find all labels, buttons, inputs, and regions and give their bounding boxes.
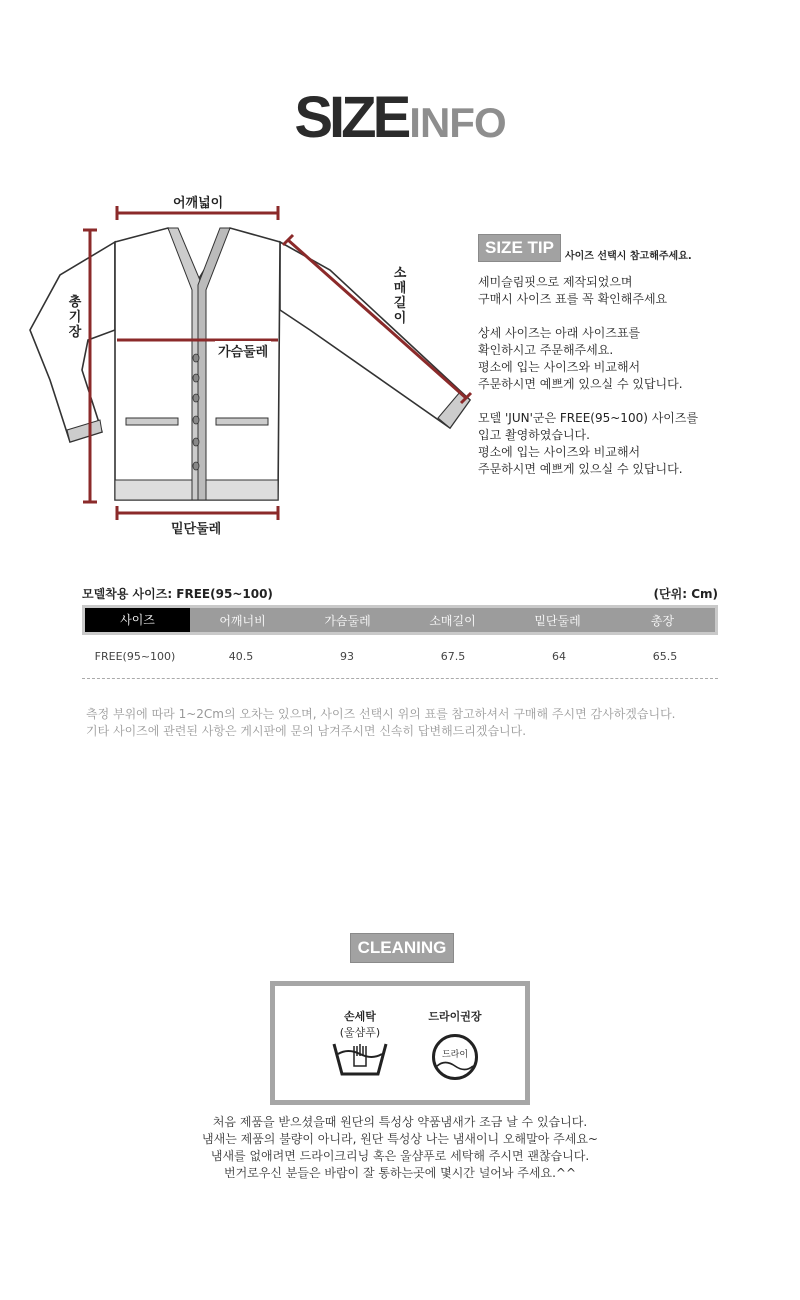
cleaning-line: 번거로우신 분들은 바람이 잘 통하는곳에 몇시간 널어놔 주세요.^^ — [223, 1166, 577, 1180]
dry-clean — [423, 1008, 487, 1080]
dry-clean-label: 드라이권장 — [428, 1010, 482, 1023]
size-tip — [478, 234, 788, 495]
size-table — [82, 585, 718, 679]
table-header — [82, 605, 718, 635]
cleaning-text — [0, 1114, 800, 1182]
cleaning-line: 냄새는 제품의 불량이 아니라, 원단 특성상 나는 냄새이니 오해말아 주세요~ — [202, 1132, 598, 1146]
cleaning-badge: CLEANING — [350, 933, 454, 963]
title-size: SIZE — [294, 85, 408, 150]
hand-wash-sub: (울샴푸) — [339, 1026, 381, 1039]
tip-paragraph: 모델 'JUN'군은 FREE(95~100) 사이즈를 입고 촬영하였습니다. 평소에 입는 사이즈와 비교해서 주문하시면 예쁘게 있으실 수 있답니다. — [478, 411, 699, 476]
table-header-cell: 사이즈 — [85, 608, 190, 632]
cleaning-line: 처음 제품을 받으셨을때 원단의 특성상 약품냄새가 조금 날 수 있습니다. — [212, 1115, 588, 1129]
hand-wash-label: 손세탁 — [344, 1010, 376, 1023]
table-header-cell: 어깨너비 — [219, 613, 266, 628]
model-size-caption: 모델착용 사이즈: FREE(95~100) — [82, 587, 273, 601]
hand-wash-icon — [330, 1038, 390, 1080]
label-shoulder: 어깨넓이 — [170, 192, 226, 211]
table-cell: 93 — [340, 650, 354, 663]
title-info: INFO — [409, 99, 506, 146]
table-cell: 67.5 — [440, 650, 466, 663]
table-header-cell: 총장 — [650, 613, 675, 628]
tip-paragraph: 세미슬림핏으로 제작되었으며 구매시 사이즈 표를 꼭 확인해주세요 — [478, 275, 668, 306]
cleaning-box — [270, 981, 530, 1105]
table-cell: 40.5 — [228, 650, 254, 663]
size-tip-heading: 사이즈 선택시 참고해주세요. — [564, 251, 692, 262]
note-line: 기타 사이즈에 관련된 사항은 게시판에 문의 남겨주시면 신속히 답변해드리겠습니다. — [86, 724, 527, 738]
size-tip-body — [478, 274, 788, 478]
table-row — [82, 635, 718, 679]
size-tip-badge: SIZE TIP — [478, 234, 561, 262]
hand-wash — [325, 1008, 395, 1083]
label-chest: 가슴둘레 — [215, 341, 271, 360]
note-line: 측정 부위에 따라 1~2Cm의 오차는 있으며, 사이즈 선택시 위의 표를 참고하셔서 구매해 주시면 감사하겠습니다. — [86, 707, 676, 721]
table-header-cell: 밑단둘레 — [534, 613, 581, 628]
label-length: 총기장 — [68, 295, 82, 340]
table-cell: 65.5 — [652, 650, 678, 663]
page-title — [0, 84, 800, 151]
cardigan-illustration — [20, 180, 490, 550]
table-header-cell: 가슴둘레 — [324, 613, 371, 628]
table-cell: 64 — [552, 650, 566, 663]
table-cell: FREE(95~100) — [94, 650, 176, 663]
size-diagram — [20, 180, 490, 550]
cleaning-line: 냄새를 없애려면 드라이크리닝 혹은 울샴푸로 세탁해 주시면 괜찮습니다. — [210, 1149, 590, 1163]
size-notes — [86, 706, 675, 740]
unit-label: (단위: Cm) — [653, 587, 718, 601]
tip-paragraph: 상세 사이즈는 아래 사이즈표를 확인하시고 주문해주세요. 평소에 입는 사이즈와 비교해서 주문하시면 예쁘게 있으실 수 있답니다. — [478, 326, 683, 391]
dry-clean-icon — [432, 1034, 478, 1080]
label-hem: 밑단둘레 — [168, 518, 224, 537]
table-header-cell: 소매길이 — [429, 613, 476, 628]
label-sleeve: 소매길이 — [393, 266, 407, 326]
dry-clean-icon-text: 드라이 — [441, 1050, 469, 1060]
